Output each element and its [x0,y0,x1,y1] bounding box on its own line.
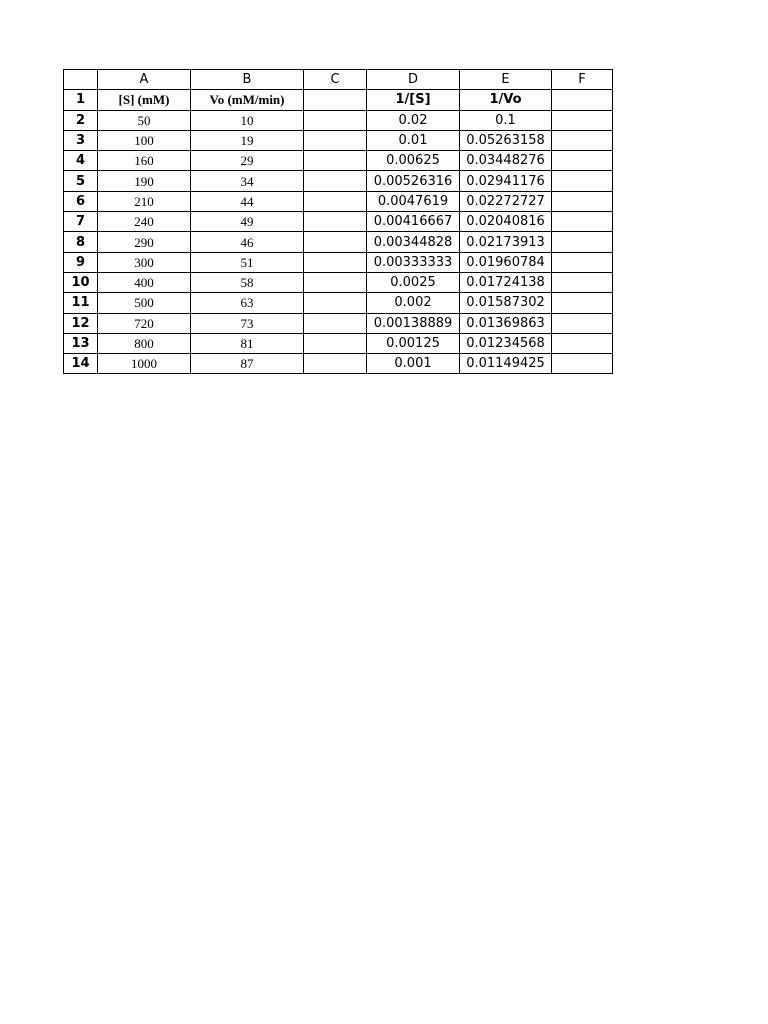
cell-velocity[interactable]: 46 [191,232,304,252]
row-number[interactable]: 4 [64,151,98,171]
cell-empty-f[interactable] [552,110,613,130]
table-row [64,151,613,171]
cell-velocity[interactable]: 58 [191,272,304,292]
cell-velocity[interactable]: 49 [191,212,304,232]
cell-empty-c[interactable] [304,354,367,374]
cell-inverse-substrate[interactable]: 0.00625 [367,151,460,171]
cell-inverse-substrate[interactable]: 0.001 [367,354,460,374]
cell-empty-f[interactable] [552,252,613,272]
cell-substrate[interactable]: 100 [98,130,191,150]
cell-substrate[interactable]: 300 [98,252,191,272]
cell-inverse-velocity[interactable]: 0.1 [460,110,552,130]
cell-inverse-substrate[interactable]: 0.002 [367,293,460,313]
cell-inverse-velocity[interactable]: 0.01149425 [460,354,552,374]
cell-inverse-velocity[interactable]: 0.01960784 [460,252,552,272]
cell-inverse-velocity[interactable]: 0.05263158 [460,130,552,150]
cell-substrate[interactable]: 50 [98,110,191,130]
row-number[interactable]: 5 [64,171,98,191]
cell-empty-c[interactable] [304,232,367,252]
table-row [64,354,613,374]
row-number[interactable]: 3 [64,130,98,150]
table-row [64,333,613,353]
cell-empty-c[interactable] [304,293,367,313]
cell-substrate[interactable]: 400 [98,272,191,292]
cell-substrate[interactable]: 720 [98,313,191,333]
cell-substrate[interactable]: 190 [98,171,191,191]
cell-empty-f[interactable] [552,272,613,292]
cell-inverse-substrate[interactable]: 0.01 [367,130,460,150]
cell-empty-f[interactable] [552,212,613,232]
row-number[interactable]: 8 [64,232,98,252]
row-number[interactable]: 11 [64,293,98,313]
cell-velocity[interactable]: 63 [191,293,304,313]
table-row [64,130,613,150]
cell-substrate[interactable]: 1000 [98,354,191,374]
cell-empty-f[interactable] [552,232,613,252]
cell-substrate[interactable]: 290 [98,232,191,252]
cell-inverse-substrate[interactable]: 0.00416667 [367,212,460,232]
row-number[interactable]: 7 [64,212,98,232]
cell-velocity[interactable]: 73 [191,313,304,333]
cell-inverse-velocity[interactable]: 0.01724138 [460,272,552,292]
cell-empty-c[interactable] [304,313,367,333]
cell-inverse-velocity[interactable]: 0.01234568 [460,333,552,353]
cell-empty-c[interactable] [304,130,367,150]
cell-empty-c[interactable] [304,110,367,130]
cell-c1[interactable] [304,90,367,110]
cell-empty-c[interactable] [304,171,367,191]
table-row [64,293,613,313]
table-row [64,110,613,130]
cell-inverse-substrate[interactable]: 0.02 [367,110,460,130]
cell-velocity[interactable]: 51 [191,252,304,272]
cell-empty-c[interactable] [304,151,367,171]
cell-velocity[interactable]: 81 [191,333,304,353]
row-number[interactable]: 9 [64,252,98,272]
cell-empty-f[interactable] [552,354,613,374]
cell-empty-f[interactable] [552,313,613,333]
cell-substrate[interactable]: 500 [98,293,191,313]
cell-inverse-velocity[interactable]: 0.02040816 [460,212,552,232]
cell-empty-f[interactable] [552,293,613,313]
column-header-a[interactable]: A [98,70,191,90]
cell-empty-c[interactable] [304,191,367,211]
cell-inverse-substrate[interactable]: 0.00526316 [367,171,460,191]
column-header-row [64,70,613,90]
table-row [64,232,613,252]
cell-e1-inverse-velocity-label[interactable]: 1/Vo [460,90,552,110]
cell-inverse-substrate[interactable]: 0.00125 [367,333,460,353]
cell-substrate[interactable]: 160 [98,151,191,171]
cell-inverse-substrate[interactable]: 0.00138889 [367,313,460,333]
table-row [64,252,613,272]
cell-inverse-substrate[interactable]: 0.00333333 [367,252,460,272]
cell-empty-c[interactable] [304,333,367,353]
cell-velocity[interactable]: 34 [191,171,304,191]
cell-substrate[interactable]: 800 [98,333,191,353]
cell-inverse-velocity[interactable]: 0.01369863 [460,313,552,333]
cell-velocity[interactable]: 44 [191,191,304,211]
row-number[interactable]: 10 [64,272,98,292]
cell-inverse-velocity[interactable]: 0.02272727 [460,191,552,211]
row-number[interactable]: 6 [64,191,98,211]
row-number[interactable]: 2 [64,110,98,130]
row-number[interactable]: 1 [64,90,98,110]
cell-inverse-velocity[interactable]: 0.01587302 [460,293,552,313]
row-number[interactable]: 12 [64,313,98,333]
column-header-c[interactable]: C [304,70,367,90]
column-header-f[interactable]: F [552,70,613,90]
table-row [64,212,613,232]
cell-empty-f[interactable] [552,151,613,171]
cell-b1-velocity-label[interactable]: Vo (mM/min) [191,90,304,110]
row-number[interactable]: 14 [64,354,98,374]
cell-empty-c[interactable] [304,212,367,232]
cell-empty-f[interactable] [552,130,613,150]
column-header-b[interactable]: B [191,70,304,90]
cell-d1-inverse-substrate-label[interactable]: 1/[S] [367,90,460,110]
cell-velocity[interactable]: 19 [191,130,304,150]
cell-inverse-velocity[interactable]: 0.02941176 [460,171,552,191]
table-row [64,90,613,110]
spreadsheet-table [63,69,613,374]
cell-substrate[interactable]: 240 [98,212,191,232]
cell-inverse-substrate[interactable]: 0.0025 [367,272,460,292]
cell-f1[interactable] [552,90,613,110]
cell-inverse-velocity[interactable]: 0.03448276 [460,151,552,171]
row-number[interactable]: 13 [64,333,98,353]
cell-empty-f[interactable] [552,171,613,191]
cell-velocity[interactable]: 87 [191,354,304,374]
corner-cell[interactable] [64,70,98,90]
cell-empty-c[interactable] [304,252,367,272]
cell-velocity[interactable]: 10 [191,110,304,130]
column-header-e[interactable]: E [460,70,552,90]
cell-velocity[interactable]: 29 [191,151,304,171]
cell-inverse-velocity[interactable]: 0.02173913 [460,232,552,252]
cell-empty-c[interactable] [304,272,367,292]
cell-empty-f[interactable] [552,333,613,353]
cell-a1-substrate-label[interactable]: [S] (mM) [98,90,191,110]
table-row [64,313,613,333]
table-row [64,171,613,191]
cell-inverse-substrate[interactable]: 0.00344828 [367,232,460,252]
cell-empty-f[interactable] [552,191,613,211]
cell-inverse-substrate[interactable]: 0.0047619 [367,191,460,211]
table-row [64,191,613,211]
table-row [64,272,613,292]
cell-substrate[interactable]: 210 [98,191,191,211]
column-header-d[interactable]: D [367,70,460,90]
